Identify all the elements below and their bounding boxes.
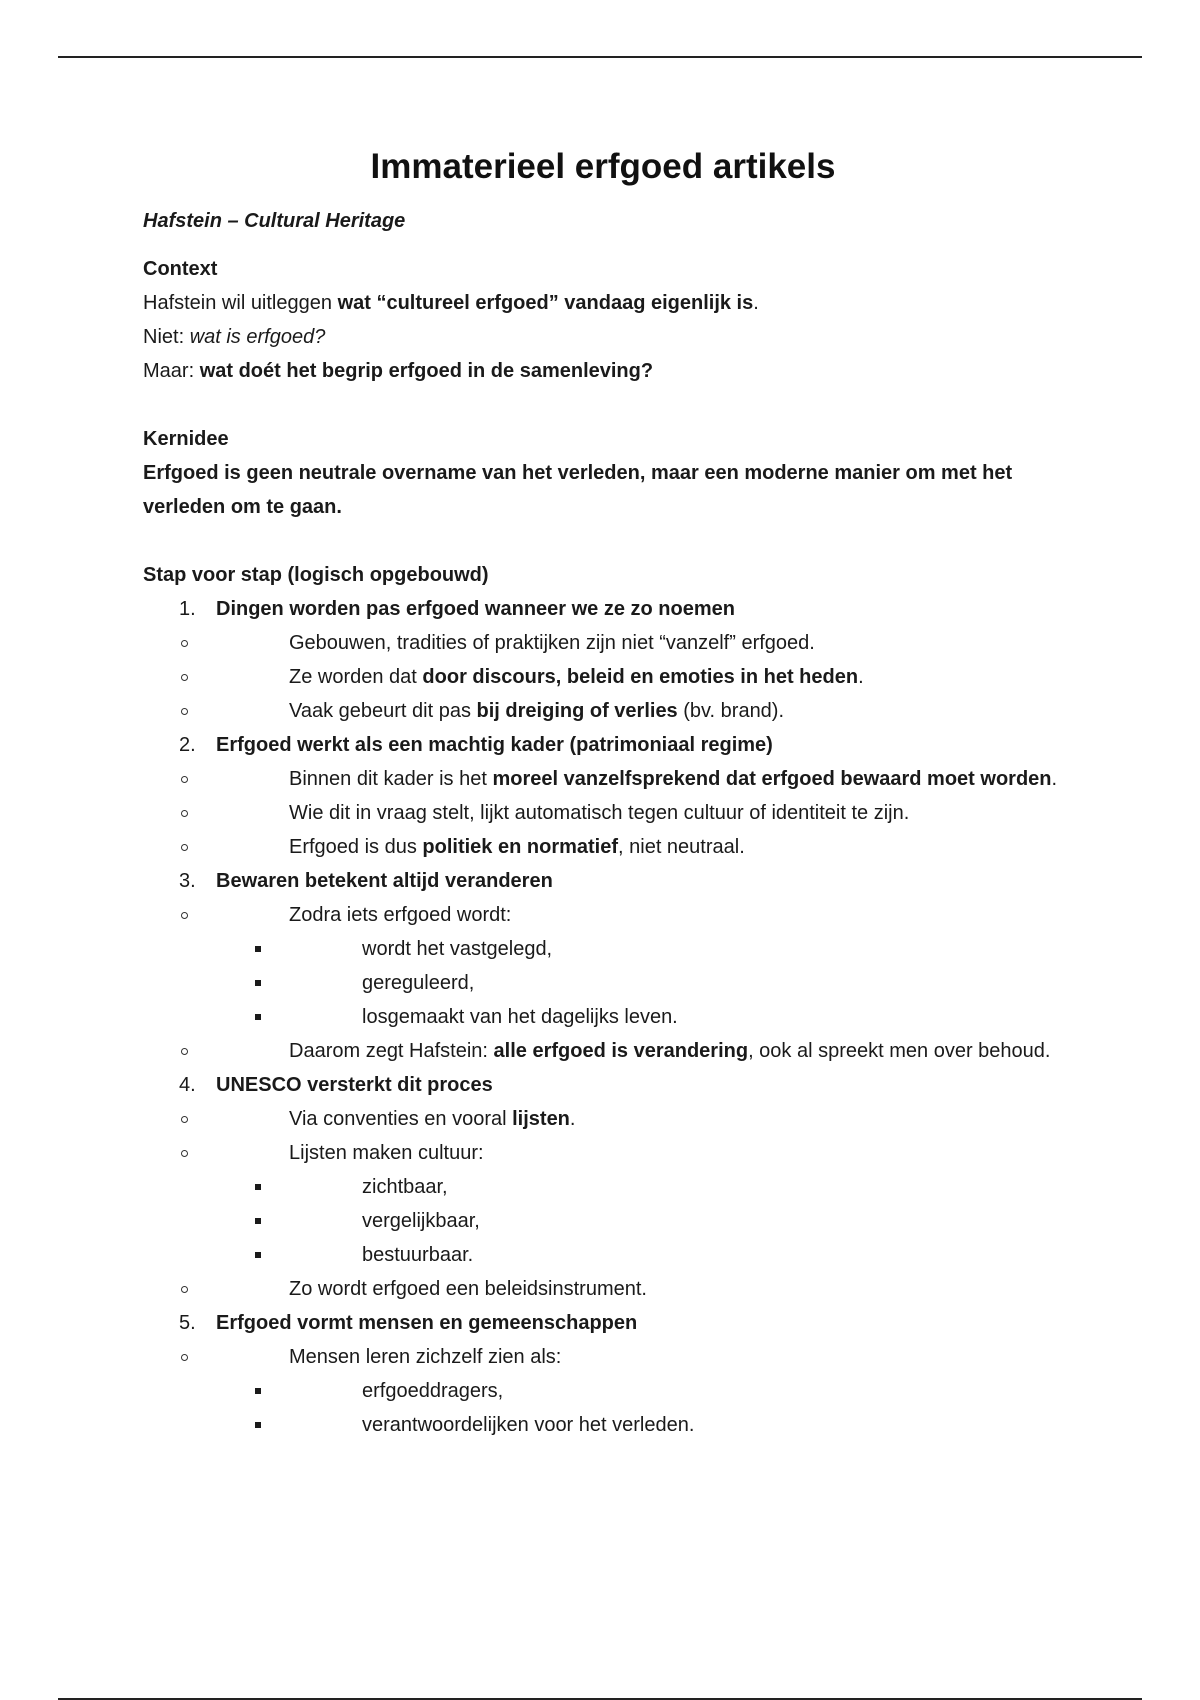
point-text: Mensen leren zichzelf zien als: xyxy=(289,1346,562,1368)
steps-list xyxy=(143,592,1063,1442)
square-bullet-icon xyxy=(255,1388,261,1394)
sub-point-text: losgemaakt van het dagelijks leven. xyxy=(362,1006,678,1028)
step-point xyxy=(216,796,1063,830)
kernidee-bold-text: Erfgoed is geen neutrale overname van het verleden, maar een moderne manier om met het verleden om te gaan. xyxy=(143,462,1013,518)
circle-bullet-icon xyxy=(181,674,188,681)
step-title: Dingen worden pas erfgoed wanneer we ze zo noemen xyxy=(216,598,735,620)
point-bold: door discours, beleid en emoties in het heden xyxy=(422,666,859,688)
circle-bullet-icon xyxy=(181,1354,188,1361)
square-bullet-icon xyxy=(255,1184,261,1190)
header-rule xyxy=(58,56,1142,58)
step-number: 5. xyxy=(179,1312,196,1334)
point-text: Daarom zegt Hafstein: xyxy=(289,1040,494,1062)
step-item xyxy=(143,864,1063,1068)
step-number: 4. xyxy=(179,1074,196,1096)
step-number: 3. xyxy=(179,870,196,892)
point-text: Via conventies en vooral xyxy=(289,1108,513,1130)
step-item xyxy=(143,1306,1063,1442)
step-point xyxy=(216,830,1063,864)
circle-bullet-icon xyxy=(181,776,188,783)
circle-bullet-icon xyxy=(181,912,188,919)
sub-point-text: verantwoordelijken voor het verleden. xyxy=(362,1414,695,1436)
context-line-2 xyxy=(143,320,1063,354)
step-point xyxy=(216,1340,1063,1442)
step-points xyxy=(216,1102,1063,1306)
step-points xyxy=(216,1340,1063,1442)
point-text: Zodra iets erfgoed wordt: xyxy=(289,904,512,926)
kernidee-heading: Kernidee xyxy=(143,428,229,450)
sub-points xyxy=(289,1170,1063,1272)
square-bullet-icon xyxy=(255,980,261,986)
sub-point-text: erfgoeddragers, xyxy=(362,1380,504,1402)
square-bullet-icon xyxy=(255,946,261,952)
point-text-end: (bv. brand). xyxy=(677,700,785,722)
point-text: Ze worden dat xyxy=(289,666,423,688)
step-item xyxy=(143,592,1063,728)
context-line-1-bold: wat “cultureel erfgoed” vandaag eigenlijk is xyxy=(337,292,754,314)
square-bullet-icon xyxy=(255,1422,261,1428)
circle-bullet-icon xyxy=(181,640,188,647)
sub-point-text: vergelijkbaar, xyxy=(362,1210,480,1232)
circle-bullet-icon xyxy=(181,1116,188,1123)
sub-point xyxy=(289,966,1063,1000)
context-line-1-end: . xyxy=(753,292,759,314)
step-points xyxy=(216,762,1063,864)
steps-heading: Stap voor stap (logisch opgebouwd) xyxy=(143,564,489,586)
context-line-3 xyxy=(143,354,1063,388)
point-bold: moreel vanzelfsprekend dat erfgoed bewaard moet worden xyxy=(492,768,1052,790)
step-point xyxy=(216,660,1063,694)
point-text: Gebouwen, tradities of praktijken zijn niet “vanzelf” erfgoed. xyxy=(289,632,815,654)
document-page xyxy=(143,146,1063,1442)
point-text-end: . xyxy=(1051,768,1058,790)
point-bold: bij dreiging of verlies xyxy=(476,700,678,722)
point-text-end: , ook al spreekt men over behoud. xyxy=(748,1040,1051,1062)
sub-point xyxy=(289,932,1063,966)
step-point xyxy=(216,694,1063,728)
step-points xyxy=(216,626,1063,728)
step-point xyxy=(216,898,1063,1034)
circle-bullet-icon xyxy=(181,844,188,851)
sub-point xyxy=(289,1374,1063,1408)
context-line-1 xyxy=(143,286,1063,320)
point-text: Erfgoed is dus xyxy=(289,836,423,858)
kernidee-text xyxy=(143,456,1063,524)
circle-bullet-icon xyxy=(181,1048,188,1055)
square-bullet-icon xyxy=(255,1218,261,1224)
step-points xyxy=(216,898,1063,1068)
context-line-1-text: Hafstein wil uitleggen xyxy=(143,292,338,314)
circle-bullet-icon xyxy=(181,1150,188,1157)
context-line-3-bold: wat doét het begrip erfgoed in de samenleving? xyxy=(199,360,654,382)
step-title: UNESCO versterkt dit proces xyxy=(216,1074,493,1096)
context-line-3-text: Maar: xyxy=(143,360,200,382)
point-text: Zo wordt erfgoed een beleidsinstrument. xyxy=(289,1278,647,1300)
circle-bullet-icon xyxy=(181,810,188,817)
page-title: Immaterieel erfgoed artikels xyxy=(370,147,836,186)
sub-point xyxy=(289,1204,1063,1238)
context-line-2-italic: wat is erfgoed? xyxy=(189,326,326,348)
step-title: Bewaren betekent altijd veranderen xyxy=(216,870,553,892)
circle-bullet-icon xyxy=(181,1286,188,1293)
sub-point-text: zichtbaar, xyxy=(362,1176,448,1198)
step-point xyxy=(216,626,1063,660)
point-text: Binnen dit kader is het xyxy=(289,768,493,790)
step-point xyxy=(216,1102,1063,1136)
point-bold: alle erfgoed is verandering xyxy=(493,1040,749,1062)
point-text-end: , niet neutraal. xyxy=(618,836,745,858)
point-bold: politiek en normatief xyxy=(422,836,619,858)
sub-point-text: gereguleerd, xyxy=(362,972,475,994)
point-text-end: . xyxy=(569,1108,576,1130)
step-point xyxy=(216,1272,1063,1306)
context-line-2-text: Niet: xyxy=(143,326,190,348)
sub-point xyxy=(289,1000,1063,1034)
step-title: Erfgoed vormt mensen en gemeenschappen xyxy=(216,1312,638,1334)
point-bold: lijsten xyxy=(512,1108,570,1130)
sub-points xyxy=(289,1374,1063,1442)
sub-point xyxy=(289,1238,1063,1272)
step-item xyxy=(143,1068,1063,1306)
sub-point-text: wordt het vastgelegd, xyxy=(362,938,553,960)
point-text: Lijsten maken cultuur: xyxy=(289,1142,484,1164)
sub-points xyxy=(289,932,1063,1034)
step-number: 2. xyxy=(179,734,196,756)
step-point xyxy=(216,762,1063,796)
square-bullet-icon xyxy=(255,1014,261,1020)
sub-point-text: bestuurbaar. xyxy=(362,1244,474,1266)
step-point xyxy=(216,1034,1063,1068)
step-item xyxy=(143,728,1063,864)
point-text: Vaak gebeurt dit pas xyxy=(289,700,477,722)
point-text: Wie dit in vraag stelt, lijkt automatisch tegen cultuur of identiteit te zijn. xyxy=(289,802,910,824)
circle-bullet-icon xyxy=(181,708,188,715)
step-point xyxy=(216,1136,1063,1272)
point-text-end: . xyxy=(858,666,864,688)
step-number: 1. xyxy=(179,598,196,620)
sub-point xyxy=(289,1408,1063,1442)
article-subtitle: Hafstein – Cultural Heritage xyxy=(143,210,406,232)
step-title: Erfgoed werkt als een machtig kader (patrimoniaal regime) xyxy=(216,734,773,756)
square-bullet-icon xyxy=(255,1252,261,1258)
sub-point xyxy=(289,1170,1063,1204)
context-heading: Context xyxy=(143,258,218,280)
